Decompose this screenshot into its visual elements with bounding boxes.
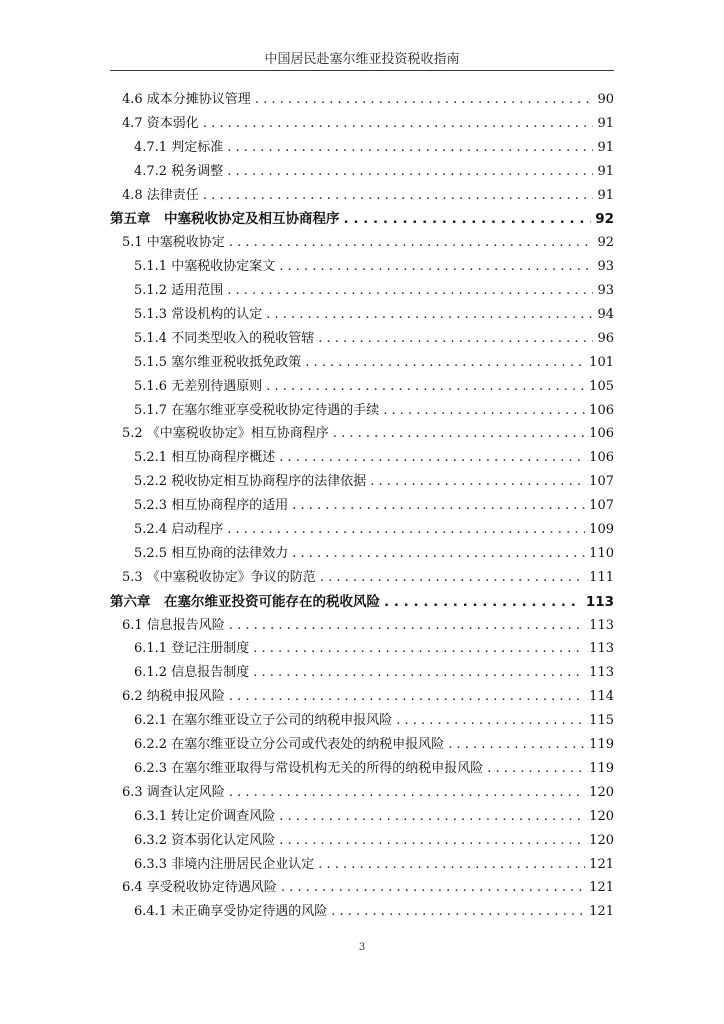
toc-leader-dots (255, 92, 594, 107)
toc-entry[interactable] (110, 590, 614, 614)
toc-leader-dots (344, 211, 592, 227)
toc-leader-dots (203, 188, 594, 203)
toc-leader-dots (279, 833, 585, 848)
toc-entry[interactable] (110, 518, 614, 542)
toc-leader-dots (396, 713, 585, 728)
toc-entry[interactable] (110, 207, 614, 231)
toc-entry-label: 5.1.4 不同类型收入的税收管辖 (134, 330, 315, 346)
toc-entry-page: 120 (589, 832, 614, 848)
toc-entry-page: 93 (597, 259, 614, 275)
toc-entry[interactable] (110, 900, 614, 924)
toc-entry-page: 113 (589, 617, 614, 633)
toc-leader-dots (253, 641, 585, 656)
toc-leader-dots (229, 235, 594, 250)
toc-entry-label: 4.8 法律责任 (122, 187, 199, 203)
toc-leader-dots (318, 857, 585, 872)
toc-entry[interactable] (110, 446, 614, 470)
toc-entry[interactable] (110, 112, 614, 136)
toc-entry[interactable] (110, 279, 614, 303)
toc-entry-label: 6.3.3 非境内注册居民企业认定 (134, 856, 315, 872)
toc-entry-label: 5.1.6 无差别待遇原则 (134, 378, 263, 394)
toc-leader-dots (384, 594, 582, 610)
toc-leader-dots (292, 546, 585, 561)
toc-leader-dots (279, 259, 593, 274)
toc-leader-dots (279, 450, 585, 465)
toc-entry-page: 110 (589, 545, 614, 561)
toc-entry-label: 6.3 调查认定风险 (122, 784, 225, 800)
toc-entry[interactable] (110, 470, 614, 494)
toc-entry-page: 107 (589, 474, 614, 490)
toc-entry-page: 92 (597, 235, 614, 251)
toc-entry[interactable] (110, 542, 614, 566)
toc-entry[interactable] (110, 614, 614, 638)
toc-entry-label: 4.7.2 税务调整 (134, 163, 224, 179)
toc-entry-page: 94 (597, 307, 614, 323)
toc-entry-page: 121 (589, 880, 614, 896)
toc-entry-page: 111 (589, 569, 614, 585)
toc-entry-page: 120 (589, 808, 614, 824)
toc-entry-page: 92 (595, 211, 614, 228)
toc-entry[interactable] (110, 876, 614, 900)
toc-leader-dots (266, 307, 593, 322)
toc-entry-label: 5.1 中塞税收协定 (122, 235, 225, 251)
toc-entry-label: 5.2.5 相互协商的法律效力 (134, 545, 289, 561)
toc-entry-page: 90 (597, 92, 614, 107)
toc-entry-label: 第五章 中塞税收协定及相互协商程序 (110, 211, 340, 228)
toc-entry-page: 91 (597, 187, 614, 203)
toc-leader-dots (279, 809, 585, 824)
toc-leader-dots (448, 737, 585, 752)
toc-entry-label: 5.1.5 塞尔维亚税收抵免政策 (134, 354, 302, 370)
toc-leader-dots (227, 522, 585, 537)
toc-leader-dots (333, 426, 585, 441)
toc-entry-page: 121 (589, 904, 614, 920)
toc-entry[interactable] (110, 327, 614, 351)
toc-entry-page: 109 (589, 522, 614, 538)
toc-leader-dots (203, 116, 594, 131)
toc-leader-dots (318, 331, 593, 346)
toc-entry-page: 115 (589, 713, 614, 729)
toc-entry-label: 6.4.1 未正确享受协定待遇的风险 (134, 904, 328, 920)
toc-leader-dots (266, 379, 585, 394)
toc-entry-page: 113 (589, 665, 614, 681)
toc-entry[interactable] (110, 781, 614, 805)
toc-entry-label: 6.2.1 在塞尔维亚设立子公司的纳税申报风险 (134, 713, 393, 729)
toc-entry[interactable] (110, 733, 614, 757)
toc-entry-label: 4.6 成本分摊协议管理 (122, 92, 251, 107)
toc-entry[interactable] (110, 160, 614, 184)
toc-entry[interactable] (110, 422, 614, 446)
toc-leader-dots (370, 474, 585, 489)
toc-entry-page: 93 (597, 283, 614, 299)
page-number: 3 (358, 942, 366, 953)
toc-entry-page: 113 (589, 641, 614, 657)
toc-entry-label: 5.1.3 常设机构的认定 (134, 307, 263, 323)
toc-entry-label: 6.3.2 资本弱化认定风险 (134, 832, 276, 848)
toc-entry-page: 101 (589, 354, 614, 370)
toc-entry[interactable] (110, 685, 614, 709)
toc-entry-page: 106 (589, 402, 614, 418)
toc-leader-dots (253, 665, 585, 680)
toc-entry-label: 5.2.3 相互协商程序的适用 (134, 498, 289, 514)
toc-entry[interactable] (110, 853, 614, 877)
toc-entry[interactable] (110, 637, 614, 661)
toc-entry[interactable] (110, 709, 614, 733)
toc-entry-page: 91 (597, 163, 614, 179)
toc-leader-dots (331, 904, 585, 919)
toc-entry[interactable] (110, 399, 614, 423)
toc-entry-page: 91 (597, 139, 614, 155)
toc-entry[interactable] (110, 184, 614, 208)
toc-entry-label: 5.1.2 适用范围 (134, 283, 224, 299)
toc-entry-label: 5.2 《中塞税收协定》相互协商程序 (122, 426, 329, 442)
table-of-contents (110, 88, 614, 924)
toc-entry-page: 106 (589, 426, 614, 442)
toc-entry-label: 4.7.1 判定标准 (134, 139, 224, 155)
toc-leader-dots (281, 880, 585, 895)
toc-entry-label: 6.2.3 在塞尔维亚取得与常设机构无关的所得的纳税申报风险 (134, 760, 484, 776)
toc-entry[interactable] (110, 351, 614, 375)
header-rule (110, 70, 614, 71)
toc-leader-dots (227, 283, 593, 298)
toc-entry-label: 5.1.7 在塞尔维亚享受税收协定待遇的手续 (134, 402, 380, 418)
toc-entry-label: 5.3 《中塞税收协定》争议的防范 (122, 569, 316, 585)
toc-entry[interactable] (110, 494, 614, 518)
toc-entry-page: 105 (589, 378, 614, 394)
toc-entry-page: 121 (589, 856, 614, 872)
toc-entry[interactable] (110, 136, 614, 160)
toc-entry[interactable] (110, 661, 614, 685)
toc-entry-label: 6.1.2 信息报告制度 (134, 665, 250, 681)
toc-entry[interactable] (110, 566, 614, 590)
toc-leader-dots (229, 618, 585, 633)
toc-leader-dots (383, 403, 585, 418)
toc-entry[interactable] (110, 231, 614, 255)
toc-leader-dots (292, 498, 585, 513)
toc-leader-dots (229, 689, 585, 704)
toc-entry-page: 119 (589, 760, 614, 776)
toc-entry[interactable] (110, 88, 614, 112)
toc-entry-label: 5.2.4 启动程序 (134, 522, 224, 538)
toc-leader-dots (320, 570, 585, 585)
toc-entry-label: 5.2.2 税收协定相互协商程序的法律依据 (134, 474, 367, 490)
toc-entry-label: 5.2.1 相互协商程序概述 (134, 450, 276, 466)
toc-leader-dots (227, 164, 593, 179)
toc-entry-label: 6.1 信息报告风险 (122, 617, 225, 633)
toc-entry[interactable] (110, 805, 614, 829)
toc-entry[interactable] (110, 375, 614, 399)
toc-entry-page: 106 (589, 450, 614, 466)
toc-leader-dots (487, 761, 585, 776)
toc-entry[interactable] (110, 829, 614, 853)
running-header: 中国居民赴塞尔维亚投资税收指南 (264, 52, 460, 67)
toc-entry[interactable] (110, 255, 614, 279)
toc-entry-label: 第六章 在塞尔维亚投资可能存在的税收风险 (110, 593, 380, 610)
toc-entry-label: 6.3.1 转让定价调查风险 (134, 808, 276, 824)
toc-entry-page: 114 (589, 689, 614, 705)
toc-entry-label: 4.7 资本弱化 (122, 115, 199, 131)
toc-leader-dots (229, 785, 585, 800)
toc-entry-page: 91 (597, 115, 614, 131)
toc-entry-label: 6.1.1 登记注册制度 (134, 641, 250, 657)
toc-entry[interactable] (110, 303, 614, 327)
toc-entry-label: 6.4 享受税收协定待遇风险 (122, 880, 277, 896)
toc-entry-page: 120 (589, 784, 614, 800)
toc-entry-page: 96 (597, 330, 614, 346)
toc-entry-label: 5.1.1 中塞税收协定案文 (134, 259, 276, 275)
toc-entry-page: 107 (589, 498, 614, 514)
toc-entry[interactable] (110, 757, 614, 781)
toc-entry-label: 6.2.2 在塞尔维亚设立分公司或代表处的纳税申报风险 (134, 737, 445, 753)
toc-entry-page: 119 (589, 737, 614, 753)
toc-entry-page: 113 (585, 593, 614, 610)
toc-leader-dots (305, 355, 585, 370)
toc-entry-label: 6.2 纳税申报风险 (122, 689, 225, 705)
toc-leader-dots (227, 140, 593, 155)
